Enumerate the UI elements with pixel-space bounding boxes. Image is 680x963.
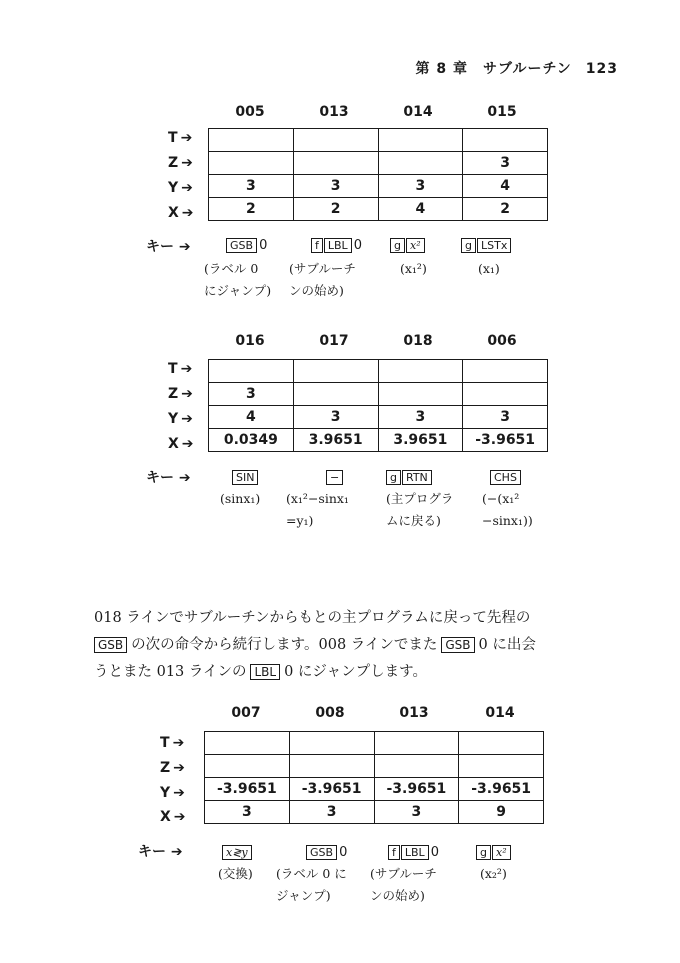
- stack-cell: [463, 360, 548, 383]
- step-number: 006: [487, 333, 517, 349]
- register-label-t: T ➔: [160, 735, 185, 751]
- stack-cell: [209, 152, 294, 175]
- key-row-label: キー ➔: [146, 470, 191, 486]
- stack-cell: [463, 383, 548, 406]
- step-number: 016: [235, 333, 265, 349]
- register-label-y: Y ➔: [168, 180, 193, 196]
- key-note: (x₁): [478, 261, 500, 276]
- register-label-t: T ➔: [168, 130, 193, 146]
- stack-cell: [378, 360, 463, 383]
- stack-row-z: [209, 152, 548, 175]
- stack-cell: 2: [209, 198, 294, 221]
- keystroke-gsb: GSB 0: [226, 238, 267, 253]
- stack-cell: 3: [378, 175, 463, 198]
- keystroke-gsb: GSB 0: [306, 845, 347, 860]
- key-note: (ラベル 0 に ジャンプ): [276, 866, 347, 903]
- stack-cell: 3: [463, 406, 548, 429]
- stack-cell: 9: [459, 801, 544, 824]
- keystroke-lbl: f LBL 0: [311, 238, 362, 253]
- keystroke-x-exchange-y: x≷y: [222, 845, 253, 860]
- stack-cell: 3.9651: [293, 429, 378, 452]
- stack-cell: [293, 360, 378, 383]
- register-label-z: Z ➔: [168, 155, 193, 171]
- stack-cell: -3.9651: [463, 429, 548, 452]
- inline-key: LBL: [250, 664, 280, 680]
- key-note: (x₁²): [400, 261, 427, 276]
- stack-cell: [463, 129, 548, 152]
- keystroke-chs: CHS: [490, 470, 522, 485]
- stack-row-z: [205, 755, 544, 778]
- stack-cell: [293, 383, 378, 406]
- inline-key: GSB: [441, 637, 474, 653]
- paragraph-line: GSB の次の命令から続行します。008 ラインでまた GSB 0 に出会: [94, 632, 634, 659]
- stack-cell: 3: [378, 406, 463, 429]
- stack-cell: 4: [463, 175, 548, 198]
- register-label-x: X ➔: [168, 205, 194, 221]
- stack-cell: [209, 129, 294, 152]
- stack-cell: 3: [205, 801, 290, 824]
- step-number: 014: [403, 104, 433, 120]
- stack-table: [208, 128, 548, 221]
- stack-cell: [209, 360, 294, 383]
- step-number: 013: [319, 104, 349, 120]
- stack-cell: 4: [378, 198, 463, 221]
- stack-cell: [374, 755, 459, 778]
- stack-cell: [459, 755, 544, 778]
- stack-row-t: [205, 732, 544, 755]
- stack-row-y: [205, 778, 544, 801]
- stack-row-x: [209, 198, 548, 221]
- key-note: (サブルーチ ンの始め): [289, 261, 356, 298]
- register-label-y: Y ➔: [168, 411, 193, 427]
- stack-diagram-1: [146, 104, 568, 314]
- key-row-label: キー ➔: [138, 844, 183, 860]
- keystroke-minus: −: [326, 470, 344, 485]
- key-note: (交換): [218, 866, 253, 881]
- body-paragraph: [94, 605, 634, 686]
- keystroke-x-squared: g x²: [390, 238, 426, 253]
- step-number: 017: [319, 333, 349, 349]
- stack-cell: 3: [293, 406, 378, 429]
- page-number: 123: [585, 61, 618, 77]
- register-label-x: X ➔: [160, 809, 186, 825]
- stack-cell: [289, 755, 374, 778]
- stack-diagram-3: [138, 705, 580, 915]
- step-number: 013: [399, 705, 429, 721]
- key-note: (sinx₁): [220, 491, 261, 506]
- stack-row-x: [205, 801, 544, 824]
- stack-diagram-2: [146, 333, 578, 543]
- step-number: 015: [487, 104, 517, 120]
- stack-cell: [205, 732, 290, 755]
- stack-row-z: [209, 383, 548, 406]
- stack-cell: -3.9651: [289, 778, 374, 801]
- stack-cell: [374, 732, 459, 755]
- stack-cell: -3.9651: [205, 778, 290, 801]
- inline-key: GSB: [94, 637, 127, 653]
- key-note: (−(x₁² −sinx₁)): [482, 491, 533, 528]
- stack-cell: [378, 152, 463, 175]
- stack-cell: 2: [463, 198, 548, 221]
- stack-cell: -3.9651: [459, 778, 544, 801]
- stack-row-y: [209, 175, 548, 198]
- key-note: (x₁²−sinx₁ =y₁): [286, 491, 349, 528]
- keystroke-lbl: f LBL 0: [388, 845, 439, 860]
- key-row-label: キー ➔: [146, 239, 191, 255]
- keystroke-lstx: g LSTx: [461, 238, 512, 253]
- stack-cell: [293, 129, 378, 152]
- stack-cell: [459, 732, 544, 755]
- register-label-x: X ➔: [168, 436, 194, 452]
- key-note: (サブルーチ ンの始め): [370, 866, 437, 903]
- stack-table: [204, 731, 544, 824]
- key-note: (主プログラ ムに戻る): [386, 491, 454, 528]
- stack-cell: 3: [209, 175, 294, 198]
- keystroke-rtn: g RTN: [386, 470, 433, 485]
- register-label-t: T ➔: [168, 361, 193, 377]
- stack-cell: 4: [209, 406, 294, 429]
- key-note: (x₂²): [480, 866, 507, 881]
- chapter-title: 第 8 章 サブルーチン: [415, 61, 572, 77]
- paragraph-line: うとまた 013 ラインの LBL 0 にジャンプします。: [94, 664, 427, 680]
- keystroke-x-squared: g x²: [476, 845, 512, 860]
- stack-cell: -3.9651: [374, 778, 459, 801]
- stack-cell: [293, 152, 378, 175]
- step-number: 018: [403, 333, 433, 349]
- stack-table: [208, 359, 548, 452]
- stack-row-t: [209, 360, 548, 383]
- stack-cell: 3: [209, 383, 294, 406]
- stack-cell: 3: [374, 801, 459, 824]
- stack-cell: [289, 732, 374, 755]
- stack-cell: 3: [289, 801, 374, 824]
- stack-row-x: [209, 429, 548, 452]
- step-number: 007: [231, 705, 261, 721]
- stack-row-y: [209, 406, 548, 429]
- paragraph-line: 018 ラインでサブルーチンからもとの主プログラムに戻って先程の: [94, 610, 531, 626]
- step-number: 005: [235, 104, 265, 120]
- page-header: [416, 58, 618, 78]
- keystroke-sin: SIN: [232, 470, 259, 485]
- stack-cell: 3: [463, 152, 548, 175]
- stack-cell: [378, 129, 463, 152]
- stack-cell: 0.0349: [209, 429, 294, 452]
- stack-row-t: [209, 129, 548, 152]
- register-label-z: Z ➔: [160, 760, 185, 776]
- key-note: (ラベル 0 にジャンプ): [204, 261, 272, 298]
- stack-cell: [378, 383, 463, 406]
- stack-cell: 3: [293, 175, 378, 198]
- stack-cell: [205, 755, 290, 778]
- stack-cell: 3.9651: [378, 429, 463, 452]
- register-label-y: Y ➔: [160, 785, 185, 801]
- register-label-z: Z ➔: [168, 386, 193, 402]
- step-number: 008: [315, 705, 345, 721]
- stack-cell: 2: [293, 198, 378, 221]
- step-number: 014: [485, 705, 515, 721]
